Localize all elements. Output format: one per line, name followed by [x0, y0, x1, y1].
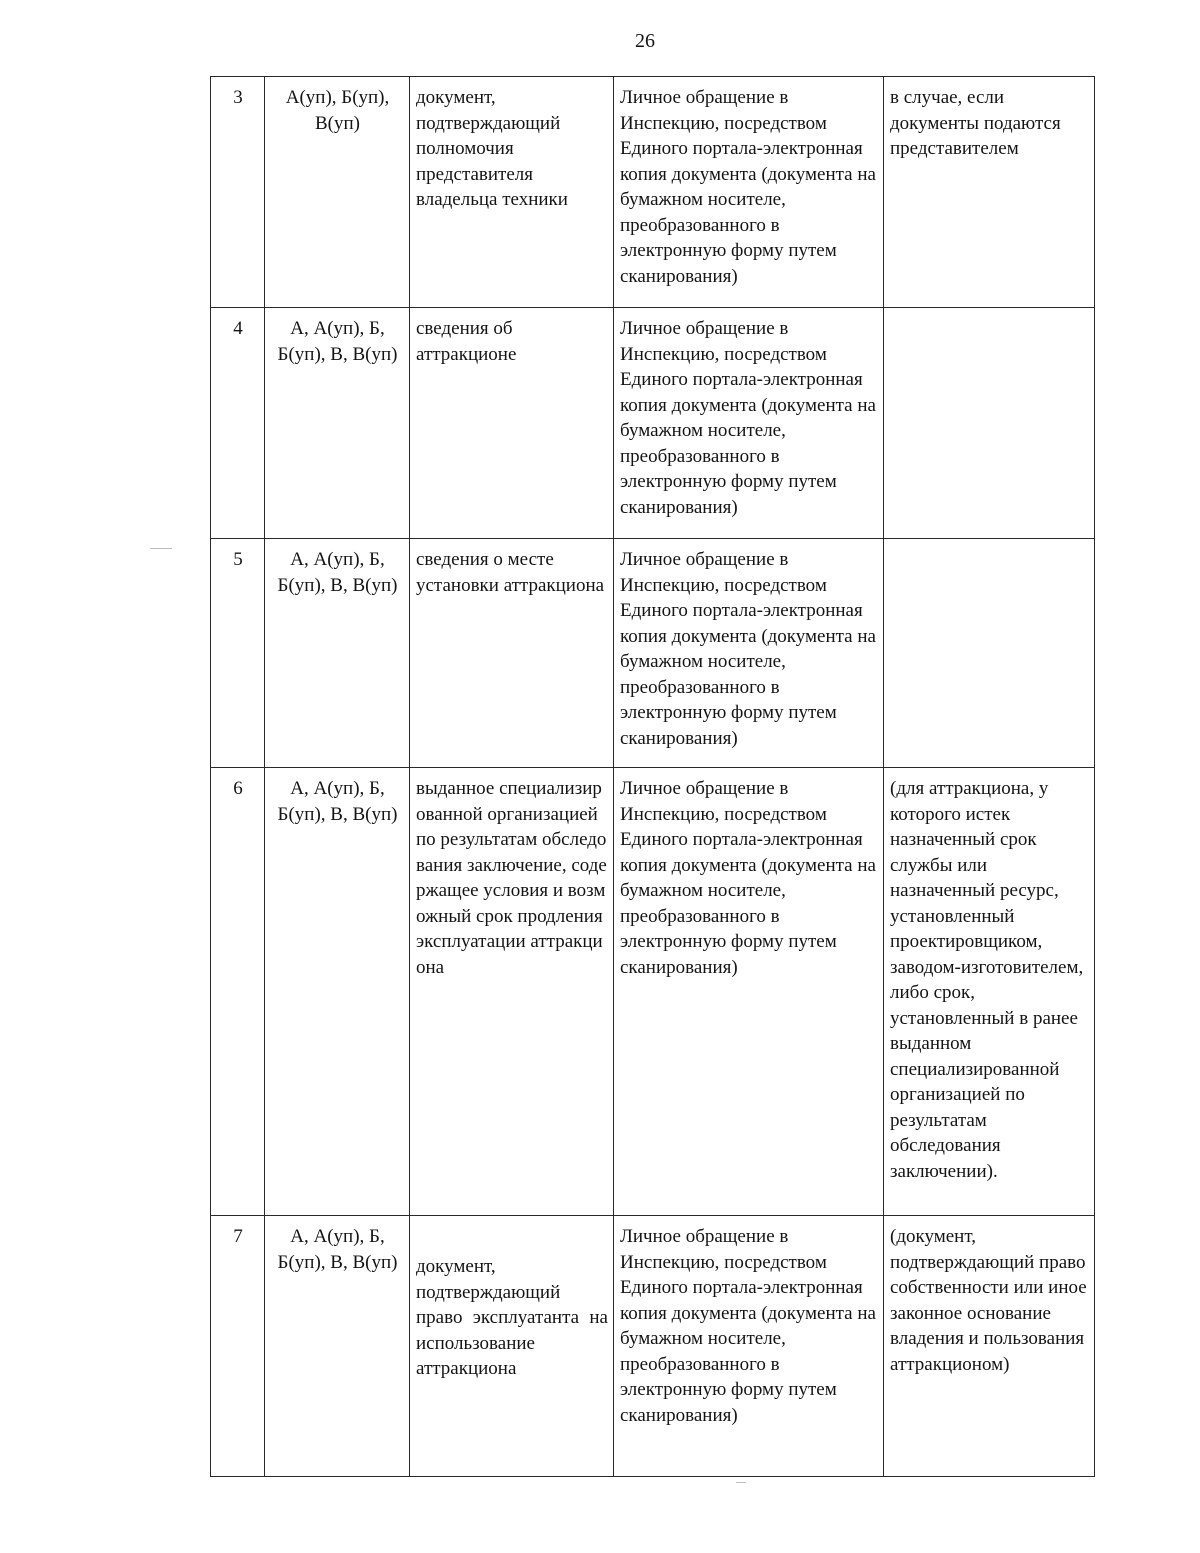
row-document: документ, подтверждающий право эксплуатанта на использование аттракциона: [410, 1216, 614, 1477]
page-number: 26: [635, 30, 655, 52]
row-number: 6: [211, 768, 265, 1216]
row-method: Личное обращение в Инспекцию, посредством Единого портала-электронная копия документа (документа на бумажном носителе, преобразованного в электронную форму путем сканирования): [614, 768, 884, 1216]
table-row: [211, 77, 1095, 308]
row-categories: А, А(уп), Б, Б(уп), В, В(уп): [265, 768, 410, 1216]
row-number: 3: [211, 77, 265, 308]
row-method: Личное обращение в Инспекцию, посредством Единого портала-электронная копия документа (документа на бумажном носителе, преобразованного в электронную форму путем сканирования): [614, 308, 884, 539]
row-categories: А, А(уп), Б, Б(уп), В, В(уп): [265, 539, 410, 768]
row-method: Личное обращение в Инспекцию, посредством Единого портала-электронная копия документа (документа на бумажном носителе, преобразованного в электронную форму путем сканирования): [614, 539, 884, 768]
table-row: [211, 539, 1095, 768]
row-method: Личное обращение в Инспекцию, посредством Единого портала-электронная копия документа (документа на бумажном носителе, преобразованного в электронную форму путем сканирования): [614, 77, 884, 308]
scan-artifact: [736, 1482, 746, 1483]
row-document: документ, подтверждающий полномочия представителя владельца техники: [410, 77, 614, 308]
row-note: [884, 308, 1095, 539]
row-note: [884, 539, 1095, 768]
scan-artifact: [150, 548, 172, 549]
row-number: 4: [211, 308, 265, 539]
row-categories: А(уп), Б(уп), В(уп): [265, 77, 410, 308]
row-document: сведения о месте установки аттракциона: [410, 539, 614, 768]
row-method: Личное обращение в Инспекцию, посредством Единого портала-электронная копия документа (документа на бумажном носителе, преобразованного в электронную форму путем сканирования): [614, 1216, 884, 1477]
row-note: (для аттракциона, у которого истек назначенный срок службы или назначенный ресурс, установленный проектировщиком, заводом-изготовителем, либо срок, установленный в ранее выданном специализированной организацией по результатам обследования заключении).: [884, 768, 1095, 1216]
table-row: [211, 308, 1095, 539]
row-categories: А, А(уп), Б, Б(уп), В, В(уп): [265, 308, 410, 539]
row-document: выданное специализированной организацией по результатам обследования заключение, содержащее условия и возможный срок продления эксплуатации аттракциона: [410, 768, 614, 1216]
row-document: сведения об аттракционе: [410, 308, 614, 539]
row-note: в случае, если документы подаются представителем: [884, 77, 1095, 308]
row-number: 5: [211, 539, 265, 768]
row-number: 7: [211, 1216, 265, 1477]
table-row: [211, 1216, 1095, 1477]
documents-table: [210, 76, 1095, 1477]
row-categories: А, А(уп), Б, Б(уп), В, В(уп): [265, 1216, 410, 1477]
table-row: [211, 768, 1095, 1216]
row-note: (документ, подтверждающий право собственности или иное законное основание владения и пользования аттракционом): [884, 1216, 1095, 1477]
